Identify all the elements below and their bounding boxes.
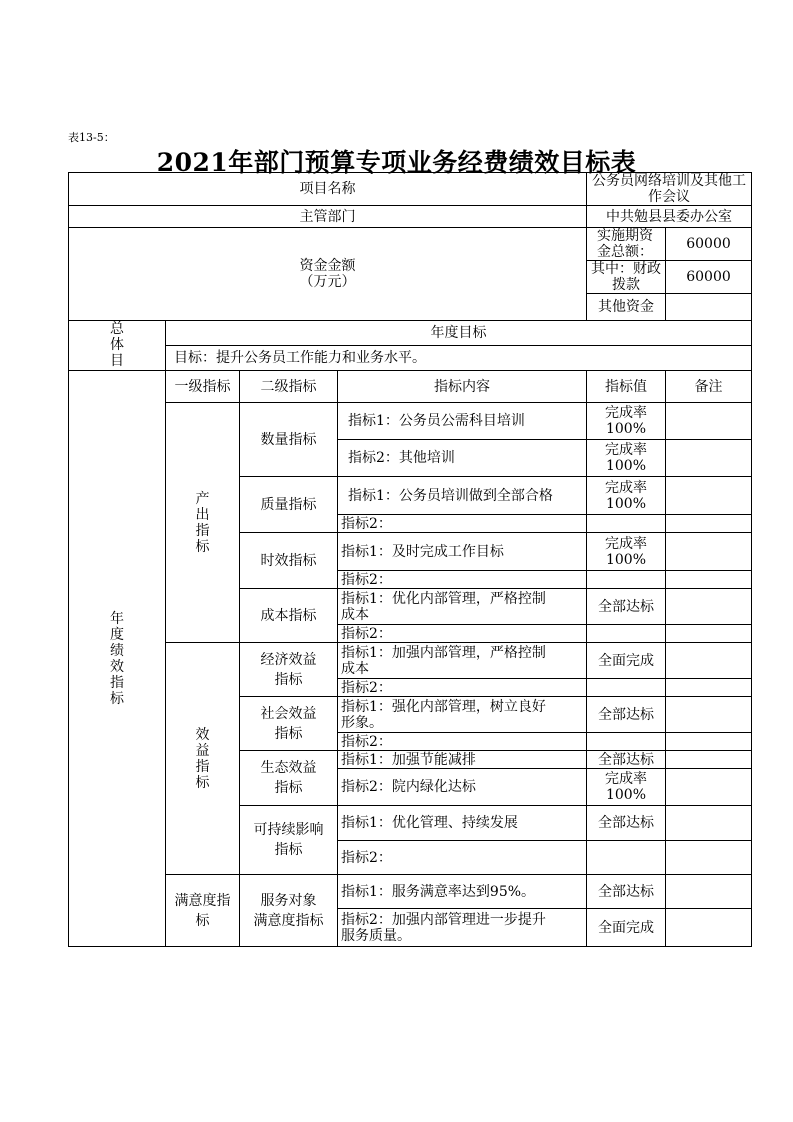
funds-label [69, 228, 587, 321]
note-q1 [666, 403, 752, 440]
funds-fiscal-value: 60000 [666, 261, 752, 294]
sub-timeliness: 时效指标 [240, 533, 338, 589]
note-q2 [666, 440, 752, 477]
note-t2 [666, 571, 752, 589]
annual-indicator-label: 年 度 绩 效 指 标 [69, 371, 166, 947]
value-c2 [587, 625, 666, 643]
project-name-value: 公务员网络培训及其他工作会议 [587, 173, 752, 206]
project-name-row [69, 173, 752, 206]
funds-total-row [69, 228, 752, 261]
content-s1: 指标1：强化内部管理，树立良好 形象。 [338, 697, 587, 733]
group-output: 产 出 指 标 [166, 403, 240, 643]
value-q1: 完成率 100% [587, 403, 666, 440]
funds-total-value: 60000 [666, 228, 752, 261]
content-sv1: 指标1：服务满意率达到95%。 [338, 875, 587, 909]
content-u2: 指标2： [338, 841, 587, 875]
department-label: 主管部门 [69, 206, 587, 228]
header-content: 指标内容 [338, 371, 587, 403]
content-ql2: 指标2： [338, 515, 587, 533]
value-u1: 全部达标 [587, 806, 666, 841]
content-q2: 指标2：其他培训 [338, 440, 587, 477]
note-s2 [666, 733, 752, 751]
sub-economic: 经济效益 指标 [240, 643, 338, 697]
sub-quantity: 数量指标 [240, 403, 338, 477]
header-level1: 一级指标 [166, 371, 240, 403]
funds-other-value [666, 294, 752, 321]
value-s2 [587, 733, 666, 751]
note-u1 [666, 806, 752, 841]
value-e1: 全面完成 [587, 643, 666, 679]
value-g1: 全部达标 [587, 751, 666, 769]
overall-goal-header-row [69, 321, 752, 346]
note-sv2 [666, 909, 752, 947]
content-e2: 指标2： [338, 679, 587, 697]
group-satisfaction: 满意度指 标 [166, 875, 240, 947]
header-value: 指标值 [587, 371, 666, 403]
content-g1: 指标1：加强节能减排 [338, 751, 587, 769]
funds-label-line2: （万元） [299, 274, 356, 290]
content-c1: 指标1：优化内部管理，严格控制 成本 [338, 589, 587, 625]
note-c1 [666, 589, 752, 625]
value-ql2 [587, 515, 666, 533]
note-t1 [666, 533, 752, 571]
value-u2 [587, 841, 666, 875]
table-row [69, 875, 752, 909]
note-ql2 [666, 515, 752, 533]
note-e2 [666, 679, 752, 697]
content-u1: 指标1：优化管理、持续发展 [338, 806, 587, 841]
value-t2 [587, 571, 666, 589]
performance-table [68, 172, 752, 947]
value-c1: 全部达标 [587, 589, 666, 625]
value-t1: 完成率 100% [587, 533, 666, 571]
note-e1 [666, 643, 752, 679]
funds-label-line1: 资金金额 [299, 258, 356, 274]
value-sv2: 全面完成 [587, 909, 666, 947]
funds-fiscal-label: 其中：财政拨款 [587, 261, 666, 294]
value-ql1: 完成率 100% [587, 477, 666, 515]
page-title: 2021年部门预算专项业务经费绩效目标表 [156, 148, 637, 177]
group-benefit: 效 益 指 标 [166, 643, 240, 875]
content-g2: 指标2：院内绿化达标 [338, 769, 587, 806]
content-e1: 指标1：加强内部管理，严格控制 成本 [338, 643, 587, 679]
department-value: 中共勉县县委办公室 [587, 206, 752, 228]
note-g1 [666, 751, 752, 769]
note-sv1 [666, 875, 752, 909]
sub-sustainable: 可持续影响 指标 [240, 806, 338, 875]
note-c2 [666, 625, 752, 643]
content-t1: 指标1：及时完成工作目标 [338, 533, 587, 571]
value-q2: 完成率 100% [587, 440, 666, 477]
table-number: 表13-5： [68, 131, 115, 144]
indicator-header-row [69, 371, 752, 403]
value-sv1: 全部达标 [587, 875, 666, 909]
sub-cost: 成本指标 [240, 589, 338, 643]
table-row [69, 403, 752, 440]
sub-service: 服务对象 满意度指标 [240, 875, 338, 947]
content-ql1: 指标1：公务员培训做到全部合格 [338, 477, 587, 515]
note-s1 [666, 697, 752, 733]
funds-total-label: 实施期资金总额： [587, 228, 666, 261]
annual-goal-header: 年度目标 [166, 321, 752, 346]
header-note: 备注 [666, 371, 752, 403]
value-s1: 全部达标 [587, 697, 666, 733]
content-c2: 指标2： [338, 625, 587, 643]
overall-goal-label: 总 体 目 [69, 321, 166, 371]
note-g2 [666, 769, 752, 806]
header-level2: 二级指标 [240, 371, 338, 403]
value-e2 [587, 679, 666, 697]
content-q1: 指标1：公务员公需科目培训 [338, 403, 587, 440]
note-u2 [666, 841, 752, 875]
value-g2: 完成率 100% [587, 769, 666, 806]
sub-social: 社会效益 指标 [240, 697, 338, 751]
overall-goal-text-row [69, 346, 752, 371]
project-name-label: 项目名称 [69, 173, 587, 206]
content-sv2: 指标2：加强内部管理进一步提升 服务质量。 [338, 909, 587, 947]
content-t2: 指标2： [338, 571, 587, 589]
note-ql1 [666, 477, 752, 515]
sub-quality: 质量指标 [240, 477, 338, 533]
department-row [69, 206, 752, 228]
content-s2: 指标2： [338, 733, 587, 751]
table-row [69, 643, 752, 679]
overall-goal-text: 目标：提升公务员工作能力和业务水平。 [166, 346, 752, 371]
funds-other-label: 其他资金 [587, 294, 666, 321]
sub-ecological: 生态效益 指标 [240, 751, 338, 806]
